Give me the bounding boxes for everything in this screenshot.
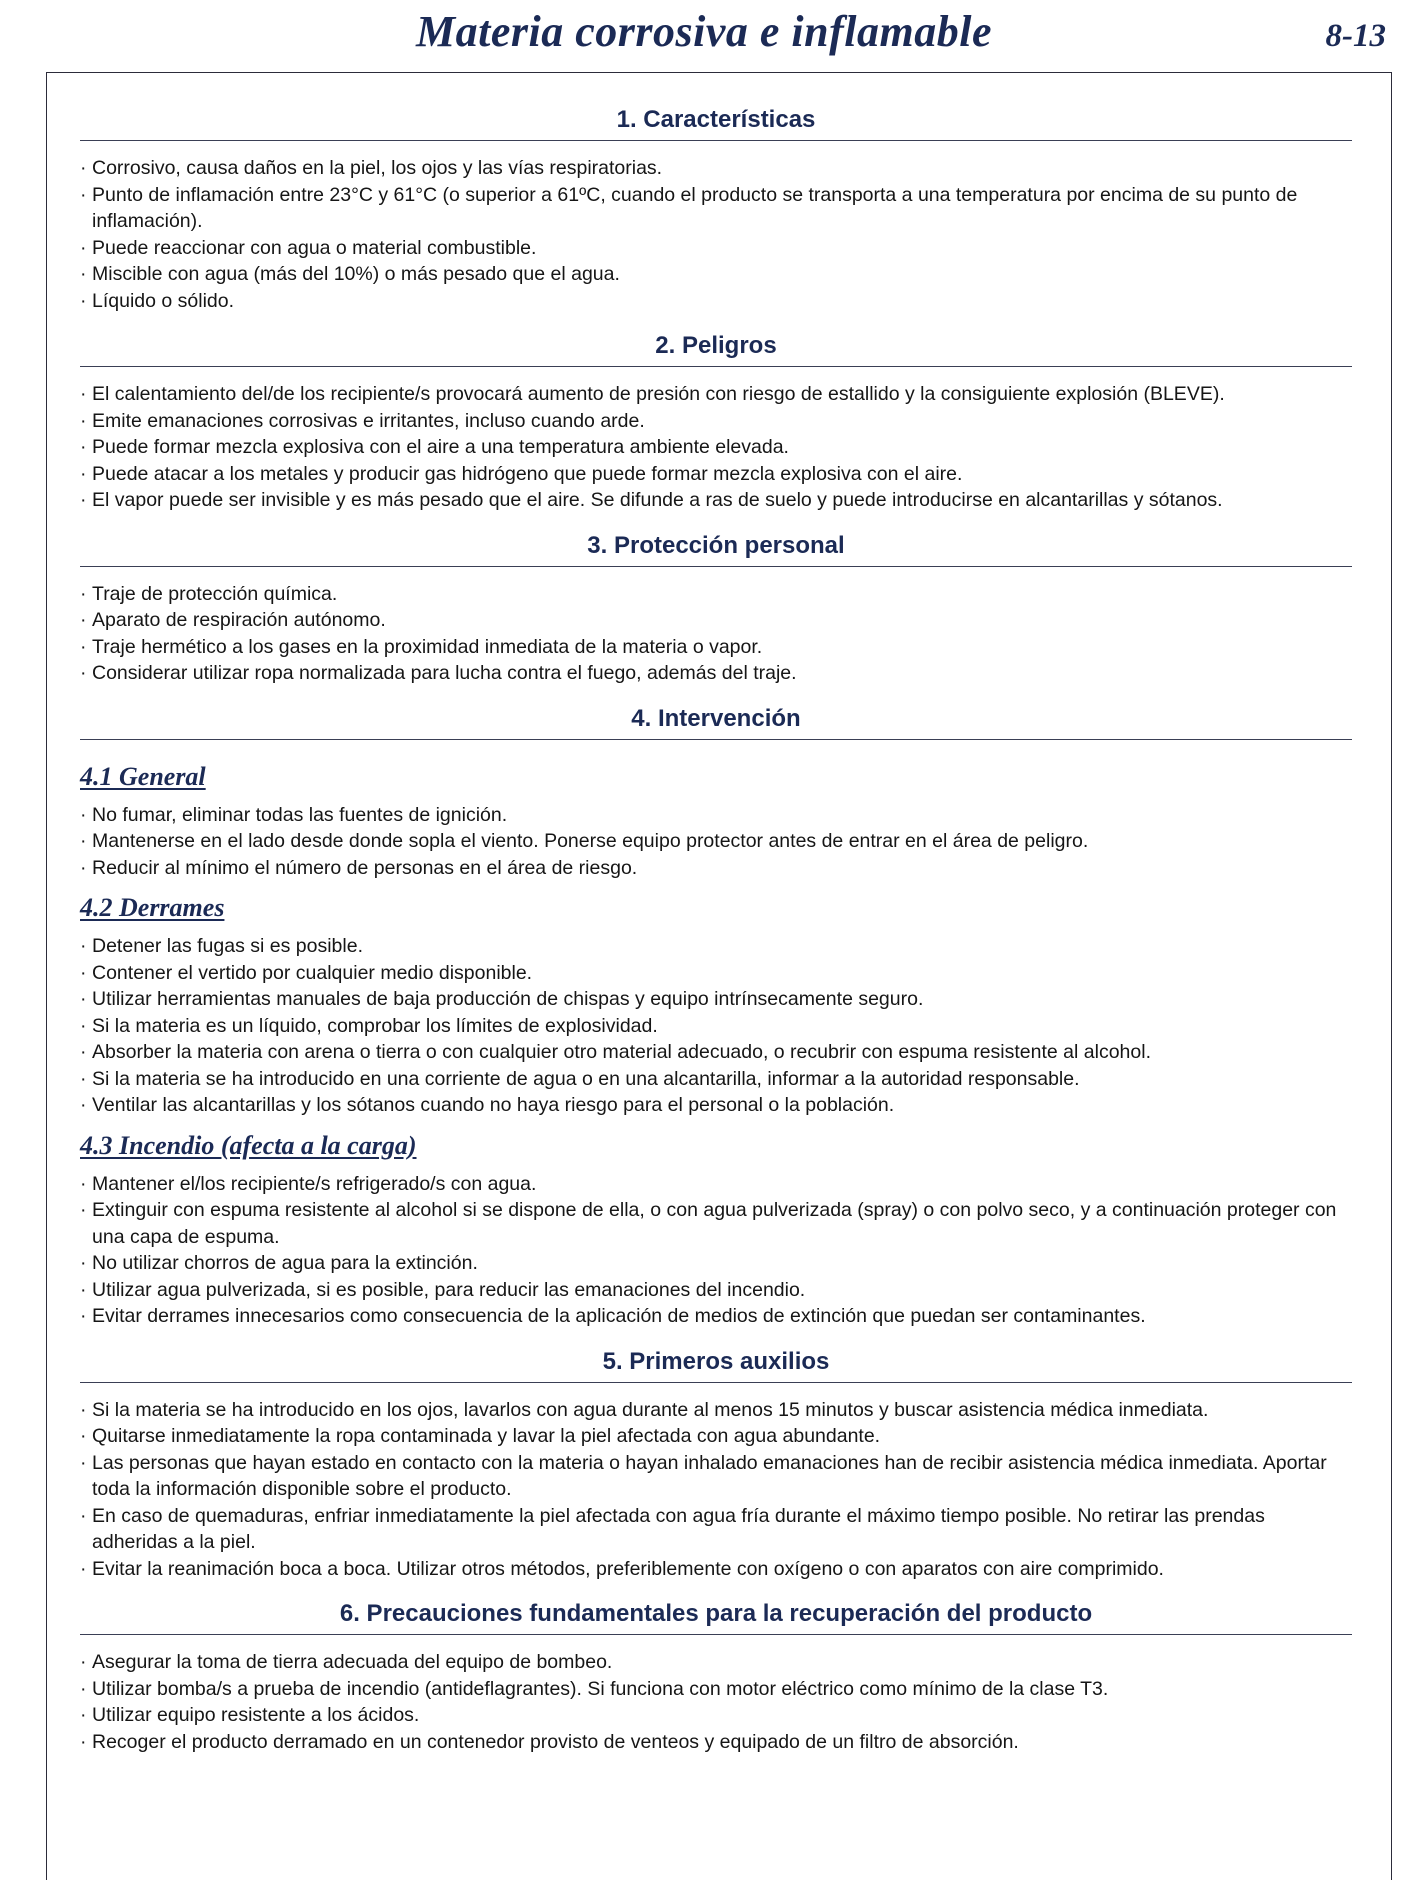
list-item: · Utilizar agua pulverizada, si es posible, para reducir las emanaciones del incendio. (80, 1277, 1352, 1304)
page-header (0, 0, 1408, 66)
list-item: · Puede reaccionar con agua o material combustible. (80, 235, 1352, 262)
list-item: · Asegurar la toma de tierra adecuada del equipo de bombeo. (80, 1649, 1352, 1676)
section-title: 3. Protección personal (80, 532, 1352, 567)
section-1 (80, 106, 1352, 314)
subsection-4-3 (80, 1131, 1352, 1330)
bullet-list (80, 155, 1352, 314)
bullet-list (80, 1649, 1352, 1755)
list-item: · Evitar la reanimación boca a boca. Utilizar otros métodos, preferiblemente con oxígeno o con aparatos con aire comprimido. (80, 1556, 1352, 1583)
subsection-4-2 (80, 893, 1352, 1119)
section-4 (80, 705, 1352, 1330)
section-5 (80, 1348, 1352, 1583)
bullet-list (80, 381, 1352, 514)
list-item: · Si la materia se ha introducido en los ojos, lavarlos con agua durante al menos 15 minutos y buscar asistencia médica inmediata. (80, 1397, 1352, 1424)
section-3 (80, 532, 1352, 687)
subsection-title: 4.1 General (80, 761, 206, 791)
list-item: · Líquido o sólido. (80, 288, 1352, 315)
list-item: · Utilizar bomba/s a prueba de incendio (antideflagrantes). Si funciona con motor eléctrico como mínimo de la clase T3. (80, 1676, 1352, 1703)
list-item: · Si la materia es un líquido, comprobar los límites de explosividad. (80, 1013, 1352, 1040)
list-item: · Considerar utilizar ropa normalizada para lucha contra el fuego, además del traje. (80, 660, 1352, 687)
page-title: Materia corrosiva e inflamable (416, 7, 992, 56)
list-item: · Traje hermético a los gases en la proximidad inmediata de la materia o vapor. (80, 634, 1352, 661)
list-item: · Aparato de respiración autónomo. (80, 607, 1352, 634)
bullet-list (80, 802, 1352, 882)
list-item: · No fumar, eliminar todas las fuentes de ignición. (80, 802, 1352, 829)
section-title: 5. Primeros auxilios (80, 1348, 1352, 1383)
list-item: · Traje de protección química. (80, 581, 1352, 608)
list-item: · Recoger el producto derramado en un contenedor provisto de venteos y equipado de un filtro de absorción. (80, 1729, 1352, 1756)
list-item: · Detener las fugas si es posible. (80, 933, 1352, 960)
list-item: · Contener el vertido por cualquier medio disponible. (80, 960, 1352, 987)
list-item: · Quitarse inmediatamente la ropa contaminada y lavar la piel afectada con agua abundante. (80, 1423, 1352, 1450)
subsection-4-1 (80, 762, 1352, 882)
list-item: · No utilizar chorros de agua para la extinción. (80, 1250, 1352, 1277)
list-item: · Extinguir con espuma resistente al alcohol si se dispone de ella, o con agua pulverizada (spray) o con polvo seco, y a continuación proteger con una capa de espuma. (80, 1197, 1352, 1250)
list-item: · Mantener el/los recipiente/s refrigerado/s con agua. (80, 1171, 1352, 1198)
list-item: · Puede formar mezcla explosiva con el aire a una temperatura ambiente elevada. (80, 434, 1352, 461)
section-title: 1. Características (80, 106, 1352, 141)
subsection-title: 4.2 Derrames (80, 893, 225, 922)
bullet-list (80, 581, 1352, 687)
list-item: · Ventilar las alcantarillas y los sótanos cuando no haya riesgo para el personal o la población. (80, 1092, 1352, 1119)
list-item: · Absorber la materia con arena o tierra o con cualquier otro material adecuado, o recubrir con espuma resistente al alcohol. (80, 1039, 1352, 1066)
list-item: · Puede atacar a los metales y producir gas hidrógeno que puede formar mezcla explosiva con el aire. (80, 461, 1352, 488)
list-item: · Mantenerse en el lado desde donde sopla el viento. Ponerse equipo protector antes de entrar en el área de peligro. (80, 828, 1352, 855)
list-item: · Utilizar herramientas manuales de baja producción de chispas y equipo intrínsecamente seguro. (80, 986, 1352, 1013)
section-title: 4. Intervención (80, 705, 1352, 740)
list-item: · Si la materia se ha introducido en una corriente de agua o en una alcantarilla, informar a la autoridad responsable. (80, 1066, 1352, 1093)
section-title: 6. Precauciones fundamentales para la recuperación del producto (80, 1600, 1352, 1635)
section-6 (80, 1600, 1352, 1755)
list-item: · Corrosivo, causa daños en la piel, los ojos y las vías respiratorias. (80, 155, 1352, 182)
section-title: 2. Peligros (80, 332, 1352, 367)
list-item: · Emite emanaciones corrosivas e irritantes, incluso cuando arde. (80, 408, 1352, 435)
section-2 (80, 332, 1352, 514)
list-item: · Miscible con agua (más del 10%) o más pesado que el agua. (80, 261, 1352, 288)
list-item: · Las personas que hayan estado en contacto con la materia o hayan inhalado emanaciones han de recibir asistencia médica inmediata. Aportar toda la información disponible sobre el producto. (80, 1450, 1352, 1503)
list-item: · El calentamiento del/de los recipiente/s provocará aumento de presión con riesgo de estallido y la consiguiente explosión (BLEVE). (80, 381, 1352, 408)
bullet-list (80, 1171, 1352, 1330)
list-item: · Utilizar equipo resistente a los ácidos. (80, 1702, 1352, 1729)
bullet-list (80, 933, 1352, 1119)
list-item: · Punto de inflamación entre 23°C y 61°C (o superior a 61ºC, cuando el producto se transporta a una temperatura por encima de su punto de inflamación). (80, 182, 1352, 235)
bullet-list (80, 1397, 1352, 1583)
list-item: · El vapor puede ser invisible y es más pesado que el aire. Se difunde a ras de suelo y puede introducirse en alcantarillas y sótanos. (80, 487, 1352, 514)
list-item: · Reducir al mínimo el número de personas en el área de riesgo. (80, 855, 1352, 882)
list-item: · Evitar derrames innecesarios como consecuencia de la aplicación de medios de extinción que puedan ser contaminantes. (80, 1303, 1352, 1330)
page-number: 8-13 (1325, 18, 1386, 54)
list-item: · En caso de quemaduras, enfriar inmediatamente la piel afectada con agua fría durante el máximo tiempo posible. No retirar las prendas adheridas a la piel. (80, 1503, 1352, 1556)
subsection-title: 4.3 Incendio (afecta a la carga) (80, 1130, 417, 1160)
document-body (80, 72, 1352, 1755)
